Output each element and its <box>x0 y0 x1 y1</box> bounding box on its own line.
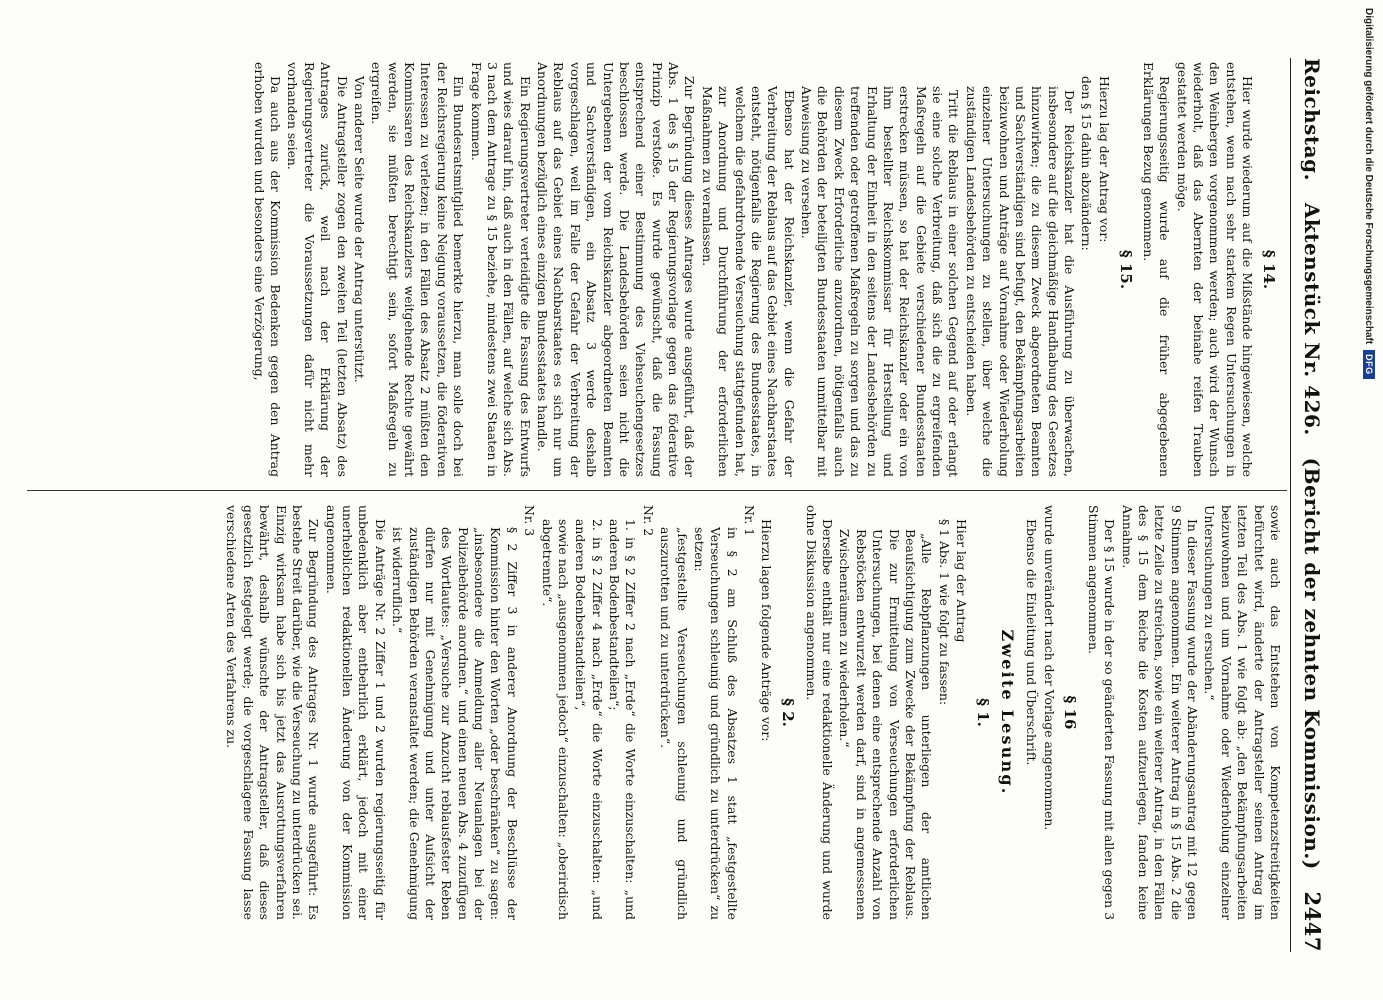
quoted-motion: „Alle Rebpflanzungen unterliegen der amtlichen Beaufsichtigung zum Zwecke der Bekämpfung der Reblaus. Die zur Ermittelung von Verseuchungen erforderlichen Untersuchungen, bei denen eine entsprechende Anzahl von Rebstöcken entwurzelt werden darf, sind in angemessenen Zwischenräumen zu wiederholen.“ <box>837 529 935 920</box>
paragraph: Ein Regierungsvertreter verteidigte die Fassung des Entwurfs und wies darauf hin, daß auch in den Fällen, auf welche sich Abs. 3 nach dem Antrage zu § 15 beziehe, mindestens zwei Staaten in Frage kommen. <box>468 62 533 477</box>
section-heading: § 14. <box>1260 249 1278 290</box>
paragraph: Der § 15 wurde in der so geänderten Fassung mit allen gegen 3 Stimmen angenommen. <box>1085 505 1118 920</box>
paragraph: Nr. 3 <box>522 505 538 537</box>
page-number: 2447 <box>1300 891 1325 952</box>
digitization-text: Digitalisierung gefördert durch die Deutsche Forschungsgemeinschaft <box>1363 8 1375 345</box>
paragraph: Nr. 2 <box>640 505 656 537</box>
paragraph: Von anderer Seite wurde der Antrag unterstützt. <box>351 76 367 383</box>
header-center: Aktenstück Nr. 426. <box>1300 202 1324 436</box>
paragraph: in § 2 am Schluß des Absatzes 1 statt „festgestellte Verseuchungen schleunig und gründlich zu unterdrücken“ zu setzen: <box>692 527 740 920</box>
paragraph: Zur Begründung des Antrages Nr. 1 wurde ausgeführt: Es bestehe Streit darüber, wie die Verseuchung zu unterdrücken sei. Einzig wirksam habe sich bis jetzt das Ausrottungsverfahren bewährt, deshalb wünschte der Antragsteller, daß dieses gesetzlich festgelegt werde; die vorgeschlagene Fassung lasse verschiedene Arten des Verfahrens zu. <box>224 505 322 920</box>
paragraph: Hierzu lagen folgende Anträge vor: <box>759 519 775 742</box>
paragraph: Ebenso die Einleitung und Überschrift. <box>1024 519 1040 766</box>
paragraph: § 2 Ziffer 3 in anderer Anordnung der Beschlüsse der Kommission hinter den Worten „oder beschränken“ zu sagen: „insbesondere die Anmeldung aller Neuanlagen bei der Polizeibehörde anordnen.“ und einen neuen Abs. 4 zuzufügen des Wortlautes: „Versuche zur Anzucht reblausfester Reben dürfen nur mit Genehmigung und unter Aufsicht der zuständigen Behörden veranstaltet werden; die Genehmigung ist widerruflich.“ <box>390 527 520 920</box>
dfg-logo: DFG <box>1363 350 1375 379</box>
quoted-motion: Tritt die Reblaus in einer solchen Gegend auf oder erlangt sie eine solche Verbreitung, daß sich die zu ergreifenden Maßregeln auf die Gebiete verschiedener Bundesstaaten erstrecken müssen, so hat der Reichskanzler oder ein von ihm bestellter Reichskommissar für Herstellung und Erhaltung der Einheit in den seitens der Landesbehörden zu treffenden oder getroffenen Maßregeln zu sorgen und das zu diesem Zweck Erforderliche anzuordnen, nötigenfalls auch die Behörden der beteiligten Bundesstaaten unmittelbar mit Anweisung zu versehen. <box>799 86 962 477</box>
section-heading: Zweite Lesung. <box>997 629 1017 796</box>
digitization-note <box>1358 8 1380 992</box>
section-heading: § 15. <box>1116 249 1135 290</box>
paragraph: Die Antragsteller zogen den zweiten Teil (letzten Absatz) des Antrages zurück, weil nach der Erklärung der Regierungsvertreter die Voraussetzungen dafür nicht mehr vorhanden seien. <box>285 62 350 477</box>
header-rule <box>1290 58 1291 952</box>
paragraph: 1. in § 2 Ziffer 2 nach „Erde“ die Worte einzuschalten: „und anderen Bodenbestandteilen“; <box>607 519 639 920</box>
paragraph: sowie nach „ausgenommen jedoch“ einzuschalten: „oberirdisch abgetrennte“. <box>539 519 571 920</box>
header-left: Reichstag. <box>1300 58 1324 182</box>
paragraph: § 1 Abs. 1 wie folgt zu fassen: <box>936 519 952 706</box>
right-column <box>33 505 1283 920</box>
paragraph: Hier lag der Antrag <box>954 519 970 643</box>
section-heading: § 16 <box>1061 695 1080 730</box>
paragraph: wurde unverändert nach der Vorlage angenommen. <box>1041 505 1057 831</box>
paragraph: Zur Begründung dieses Antrages wurde ausgeführt, daß der Abs. 1 des § 15 der Regierungsvorlage gegen das föderative Prinzip verstoße. Es wurde gewünscht, daß die Fassung entsprechend einer Bestimmung des Viehseuchengesetzes beschlossen werde. Die Landesbehörden seien nicht die Untergebenen der vom Reichskanzler abgeordneten Beamten und Sachverständigen, ein Absatz 3 werde deshalb vorgeschlagen, weil im Falle der Gefahr der Verbreitung der Reblaus auf das Gebiet eines Nachbarstaates es sich nur um Anordnungen bezüglich eines einzigen Bundesstaates handle. <box>535 62 698 477</box>
paragraph: Nr. 1 <box>742 505 758 537</box>
section-heading: § 2. <box>779 698 798 727</box>
paragraph: Da auch aus der Kommission Bedenken gegen den Antrag erhoben wurden und besonders eine Verzögerung, <box>251 62 284 477</box>
quoted-motion: Der Reichskanzler hat die Ausführung zu überwachen, insbesondere auf die gleichmäßige Handhabung des Gesetzes hinzuwirken; die zu diesem Zweck abgeordneten Beamten und Sachverständigen sind befugt, den Bekämpfungsarbeiten beizuwohnen und Anträge auf Vornahme oder Wiederholung einzelner Untersuchungen zu stellen, über welche die zuständigen Landesbehörden zu entscheiden haben. <box>963 86 1078 477</box>
paragraph: Derselbe enthält nur eine redaktionelle Änderung und wurde ohne Diskussion angenommen. <box>803 505 836 920</box>
paragraph: Hierzu lag der Antrag vor: <box>1096 76 1112 243</box>
paragraph: 2. in § 2 Ziffer 4 nach „Erde“ die Worte einzuschalten: „und anderen Bodenbestandteilen“, <box>573 519 605 920</box>
page-header <box>1295 58 1325 952</box>
paragraph: Regierungsseitig wurde auf die früher abgegebenen Erklärungen Bezug genommen. <box>1140 62 1173 477</box>
paragraph: In dieser Fassung wurde der Abänderungsantrag mit 12 gegen 9 Stimmen angenommen. Ein weiterer Antrag in § 15 Abs. 2 die letzte Zeile zu streichen, sowie ein weiterer Antrag, in den Fällen des § 15 dem Reiche die Kosten aufzuerlegen, fanden keine Annahme. <box>1119 505 1201 920</box>
header-continued: (Bericht der zehnten Kommission.) <box>1300 457 1324 870</box>
paragraph: Ein Bundesratsmitglied bemerkte hierzu, man solle doch bei der Reichsregierung keine Neigung voraussetzen, die föderativen Interessen zu verletzen; in den Fällen des Absatz 2 müßten den Kommissaren des Reichskanzlers weitgehende Rechte gewährt werden, sie müßten berechtigt sein, sofort Maßregeln zu ergreifen. <box>369 62 467 477</box>
column-divider <box>27 490 1287 491</box>
paragraph: den § 15 dahin abzuändern: <box>1079 76 1095 251</box>
section-heading: § 1. <box>973 698 992 727</box>
paragraph: Die Anträge Nr. 2 Ziffer 1 und 2 wurden regierungsseitig für unbedenklich aber entbehrlich erklärt, jedoch mit einer unerheblichen redaktionellen Änderung von der Kommission angenommen. <box>323 505 388 920</box>
left-column <box>33 62 1283 477</box>
paragraph: sowie auch das Entstehen von Kompetenzstreitigkeiten befürchtet wird, änderte der Antragsteller seinen Antrag im letzten Teil des Abs. 1 wie folgt ab: „den Bekämpfungsarbeiten beizuwohnen und um Vornahme oder Wiederholung einzelner Untersuchungen zu ersuchen.“ <box>1202 505 1283 920</box>
paragraph: „festgestellte Verseuchungen schleunig und gründlich auszurotten und zu unterdrücken“. <box>658 527 690 920</box>
quoted-motion: Ebenso hat der Reichskanzler, wenn die Gefahr der Verbreitung der Reblaus auf das Gebiet eines Nachbarstaates entsteht, nötigenfalls die Regierung des Bundesstaates, in welchem die gefahrdrohende Verseuchung stattgefunden hat, zur Anordnung und Durchführung der erforderlichen Maßnahmen zu veranlassen. <box>699 86 797 477</box>
paragraph: Hier wurde wiederum auf die Mißstände hingewiesen, welche entstehen, wenn nach sehr starkem Regen Untersuchungen in den Weinbergen vorgenommen werden; auch wird der Wunsch wiederholt, daß das Abernten der beinahe reifen Trauben gestattet werden möge. <box>1174 62 1256 477</box>
